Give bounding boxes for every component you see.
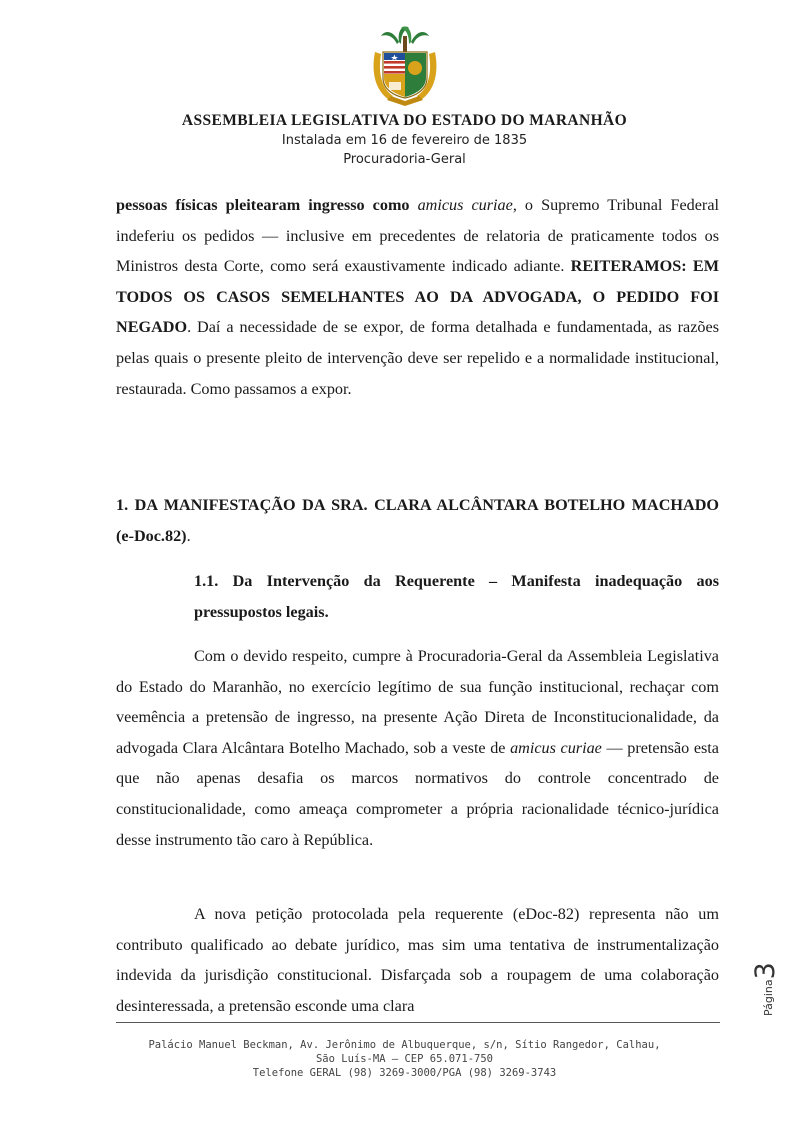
footer-address [0, 1038, 809, 1080]
assembly-title: ASSEMBLEIA LEGISLATIVA DO ESTADO DO MARANHÃO [181, 112, 628, 129]
footer-divider [116, 1022, 720, 1023]
page-number-value: 3 [750, 962, 781, 980]
footer-line: São Luís-MA – CEP 65.071-750 [315, 1053, 493, 1065]
installation-date: Instalada em 16 de fevereiro de 1835 [281, 133, 528, 148]
paragraph-intro [116, 190, 719, 404]
page-label: Página [762, 979, 775, 1016]
coat-of-arms-icon [369, 22, 441, 106]
bold-lead: pessoas físicas pleitearam ingresso como [116, 196, 410, 214]
subsection-heading: 1.1. Da Intervenção da Requerente – Manifesta inadequação aos pressupostos legais. [194, 572, 719, 621]
paragraph-petition: A nova petição protocolada pela requerente (eDoc-82) representa não um contributo qualificado ao debate jurídico, mas sim uma tentativa de instrumentalização indevida da jurisdição constitucional. Disfarçada sob a roupagem de uma colaboração desinteressada, a pretensão esconde uma clara [116, 905, 719, 1015]
footer-line: Palácio Manuel Beckman, Av. Jerônimo de Albuquerque, s/n, Sítio Rangedor, Calhau, [148, 1039, 661, 1051]
emphasis-statement: REITERAMOS: EM TODOS OS CASOS SEMELHANTES AO DA ADVOGADA, O PEDIDO FOI NEGADO [116, 257, 719, 337]
footer-line: Telefone GERAL (98) 3269-3000/PGA (98) 3269-3743 [252, 1067, 557, 1079]
paragraph-text: , o Supremo Tribunal Federal indeferiu os pedidos — inclusive em precedentes de relatoria de praticamente todos os Ministros desta Corte, como será exaustivamente indicado adiante. [116, 196, 720, 276]
section-heading: 1. DA MANIFESTAÇÃO DA SRA. CLARA ALCÂNTARA BOTELHO MACHADO (e-Doc.82). [116, 496, 719, 545]
italic-term: amicus curiae [510, 738, 602, 757]
paragraph-text: — pretensão esta que não apenas desafia os marcos normativos do controle concentrado de constitucionalidade, como ameaça comprometer a própria racionalidade técnico-jurídica desse instrumento tão caro à República. [116, 738, 719, 849]
paragraph-text: . Daí a necessidade de se expor, de forma detalhada e fundamentada, as razões pelas quais o presente pleito de intervenção deve ser repelido e a normalidade institucional, restaurada. Como passamos a expor. [116, 318, 719, 398]
department-name: Procuradoria-Geral [343, 152, 466, 167]
paragraph-argument [116, 641, 719, 855]
italic-term: amicus curiae [417, 196, 513, 214]
page-number [750, 962, 781, 1016]
paragraph-text: Com o devido respeito, cumpre à Procuradoria-Geral da Assembleia Legislativa do Estado do Maranhão, no exercício legítimo de sua função institucional, rechaçar com veemência a pretensão de ingresso, na presente Ação Direta de Inconstitucionalidade, da advogada Clara Alcântara Botelho Machado, sob a veste de [116, 647, 719, 757]
